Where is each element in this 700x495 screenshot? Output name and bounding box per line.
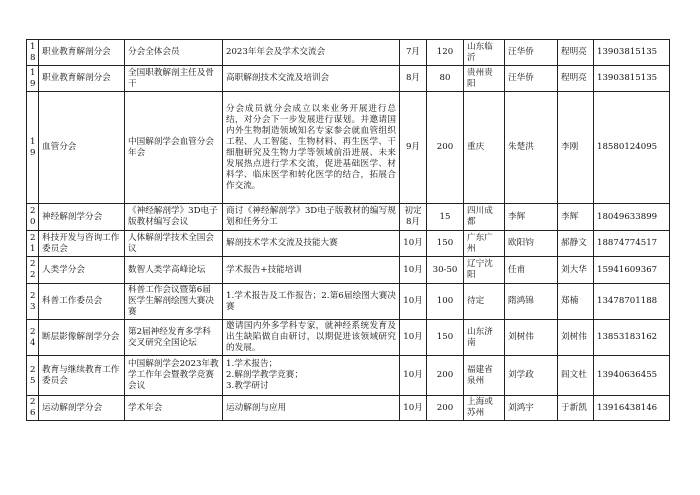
meeting-name-cell: 科普工作会议暨第6届医学生解剖绘图大赛决赛 — [125, 284, 223, 320]
phone-cell: 13853183162 — [594, 320, 670, 356]
meeting-name-cell: 学术年会 — [125, 396, 223, 421]
table-row — [27, 396, 670, 421]
attendee-count-cell: 200 — [427, 396, 464, 421]
row-number: 22 — [27, 257, 39, 284]
row-number: 20 — [27, 204, 39, 231]
content-cell: 2023年年会及学术交流会 — [223, 40, 400, 66]
meeting-name-cell: 第2届神经发育多学科交叉研究全国论坛 — [125, 320, 223, 356]
table-row — [27, 284, 670, 320]
branch-cell: 运动解剖学分会 — [39, 396, 125, 421]
table-row — [27, 356, 670, 396]
location-cell: 辽宁沈阳 — [464, 257, 505, 284]
meeting-name-cell: 中国解剖学会血管分会年会 — [125, 92, 223, 204]
phone-cell: 18874774517 — [594, 231, 670, 257]
row-number: 21 — [27, 231, 39, 257]
meeting-name-cell: 全国职教解剖主任及骨干 — [125, 66, 223, 92]
month-cell: 10月 — [400, 284, 427, 320]
events-table — [26, 39, 670, 421]
contact-person-cell: 闾文杜 — [558, 356, 594, 396]
table-row — [27, 92, 670, 204]
row-number: 26 — [27, 396, 39, 421]
table-row — [27, 320, 670, 356]
table-row — [27, 231, 670, 257]
table-row — [27, 257, 670, 284]
contact-person-cell: 郝静文 — [558, 231, 594, 257]
branch-cell: 科技开发与咨询工作委员会 — [39, 231, 125, 257]
attendee-count-cell: 15 — [427, 204, 464, 231]
row-number: 23 — [27, 284, 39, 320]
branch-cell: 职业教育解剖分会 — [39, 40, 125, 66]
location-cell: 重庆 — [464, 92, 505, 204]
contact-person-cell: 程明亮 — [558, 66, 594, 92]
leader-cell: 朱楚洪 — [505, 92, 558, 204]
month-cell: 10月 — [400, 257, 427, 284]
month-cell: 10月 — [400, 356, 427, 396]
month-cell: 8月 — [400, 66, 427, 92]
row-number: 19 — [27, 92, 39, 204]
meeting-name-cell: 人体解剖学技术全国会议 — [125, 231, 223, 257]
branch-cell: 职业教育解剖分会 — [39, 66, 125, 92]
branch-cell: 血管分会 — [39, 92, 125, 204]
contact-person-cell: 郑楠 — [558, 284, 594, 320]
row-number: 18 — [27, 40, 39, 66]
location-cell: 山东济南 — [464, 320, 505, 356]
meeting-name-cell: 《神经解剖学》3D电子版教材编写会议 — [125, 204, 223, 231]
content-cell: 1.学术报告及工作报告；2.第6届绘图大赛决赛 — [223, 284, 400, 320]
row-number: 19 — [27, 66, 39, 92]
attendee-count-cell: 120 — [427, 40, 464, 66]
location-cell: 待定 — [464, 284, 505, 320]
meeting-name-cell: 中国解剖学会2023年教学工作年会暨教学竞赛会议 — [125, 356, 223, 396]
branch-cell: 科普工作委员会 — [39, 284, 125, 320]
leader-cell: 李辉 — [505, 204, 558, 231]
location-cell: 广东广州 — [464, 231, 505, 257]
content-cell: 邀请国内外多学科专家，就神经系统发育及出生缺陷做自由研讨，以期促进该领域研究的发展。 — [223, 320, 400, 356]
month-cell: 初定8月 — [400, 204, 427, 231]
phone-cell: 13903815135 — [594, 66, 670, 92]
branch-cell: 断层影像解剖学分会 — [39, 320, 125, 356]
location-cell: 福建省泉州 — [464, 356, 505, 396]
leader-cell: 任甫 — [505, 257, 558, 284]
attendee-count-cell: 200 — [427, 92, 464, 204]
leader-cell: 隋鸿锦 — [505, 284, 558, 320]
phone-cell: 13916438146 — [594, 396, 670, 421]
leader-cell: 刘鸿宇 — [505, 396, 558, 421]
month-cell: 10月 — [400, 231, 427, 257]
table-row — [27, 204, 670, 231]
phone-cell: 18049633899 — [594, 204, 670, 231]
content-cell: 1.学术报告； 2.解剖学教学竞赛； 3.教学研讨 — [223, 356, 400, 396]
content-cell: 分会成员就分会成立以来业务开展进行总结，对分会下一步发展进行谋划。并邀请国内外生物制造领域知名专家参会就血管组织工程、人工智能、生物材料、再生医学、干细胞研究及生物力学等领域前沿进展、未来发展热点进行学术交流，促进基础医学、材料学、临床医学和转化医学的结合，拓展合作交流。 — [223, 92, 400, 204]
location-cell: 山东临沂 — [464, 40, 505, 66]
phone-cell: 13903815135 — [594, 40, 670, 66]
attendee-count-cell: 30-50 — [427, 257, 464, 284]
contact-person-cell: 刘树伟 — [558, 320, 594, 356]
branch-cell: 人类学分会 — [39, 257, 125, 284]
content-cell: 解剖技术学术交流及技能大赛 — [223, 231, 400, 257]
leader-cell: 刘学政 — [505, 356, 558, 396]
leader-cell: 汪华侨 — [505, 66, 558, 92]
leader-cell: 汪华侨 — [505, 40, 558, 66]
table-body — [27, 40, 670, 421]
contact-person-cell: 刘大华 — [558, 257, 594, 284]
leader-cell: 欧阳钧 — [505, 231, 558, 257]
content-cell: 学术报告+技能培训 — [223, 257, 400, 284]
content-cell: 商讨《神经解剖学》3D电子版教材的编写规划和任务分工 — [223, 204, 400, 231]
content-cell: 运动解剖与应用 — [223, 396, 400, 421]
attendee-count-cell: 150 — [427, 320, 464, 356]
phone-cell: 13478701188 — [594, 284, 670, 320]
attendee-count-cell: 200 — [427, 356, 464, 396]
attendee-count-cell: 100 — [427, 284, 464, 320]
contact-person-cell: 李刚 — [558, 92, 594, 204]
meeting-name-cell: 分会全体会员 — [125, 40, 223, 66]
phone-cell: 13940636455 — [594, 356, 670, 396]
attendee-count-cell: 80 — [427, 66, 464, 92]
location-cell: 贵州贵阳 — [464, 66, 505, 92]
branch-cell: 教育与继续教育工作委员会 — [39, 356, 125, 396]
location-cell: 上海或苏州 — [464, 396, 505, 421]
location-cell: 四川成都 — [464, 204, 505, 231]
meeting-name-cell: 数智人类学高峰论坛 — [125, 257, 223, 284]
phone-cell: 15941609367 — [594, 257, 670, 284]
content-cell: 高职解剖技术交流及培训会 — [223, 66, 400, 92]
table-row — [27, 66, 670, 92]
month-cell: 10月 — [400, 320, 427, 356]
attendee-count-cell: 150 — [427, 231, 464, 257]
month-cell: 10月 — [400, 396, 427, 421]
branch-cell: 神经解剖学分会 — [39, 204, 125, 231]
contact-person-cell: 于新凯 — [558, 396, 594, 421]
month-cell: 7月 — [400, 40, 427, 66]
row-number: 24 — [27, 320, 39, 356]
contact-person-cell: 程明亮 — [558, 40, 594, 66]
contact-person-cell: 李辉 — [558, 204, 594, 231]
phone-cell: 18580124095 — [594, 92, 670, 204]
month-cell: 9月 — [400, 92, 427, 204]
leader-cell: 刘树伟 — [505, 320, 558, 356]
table-row — [27, 40, 670, 66]
row-number: 25 — [27, 356, 39, 396]
